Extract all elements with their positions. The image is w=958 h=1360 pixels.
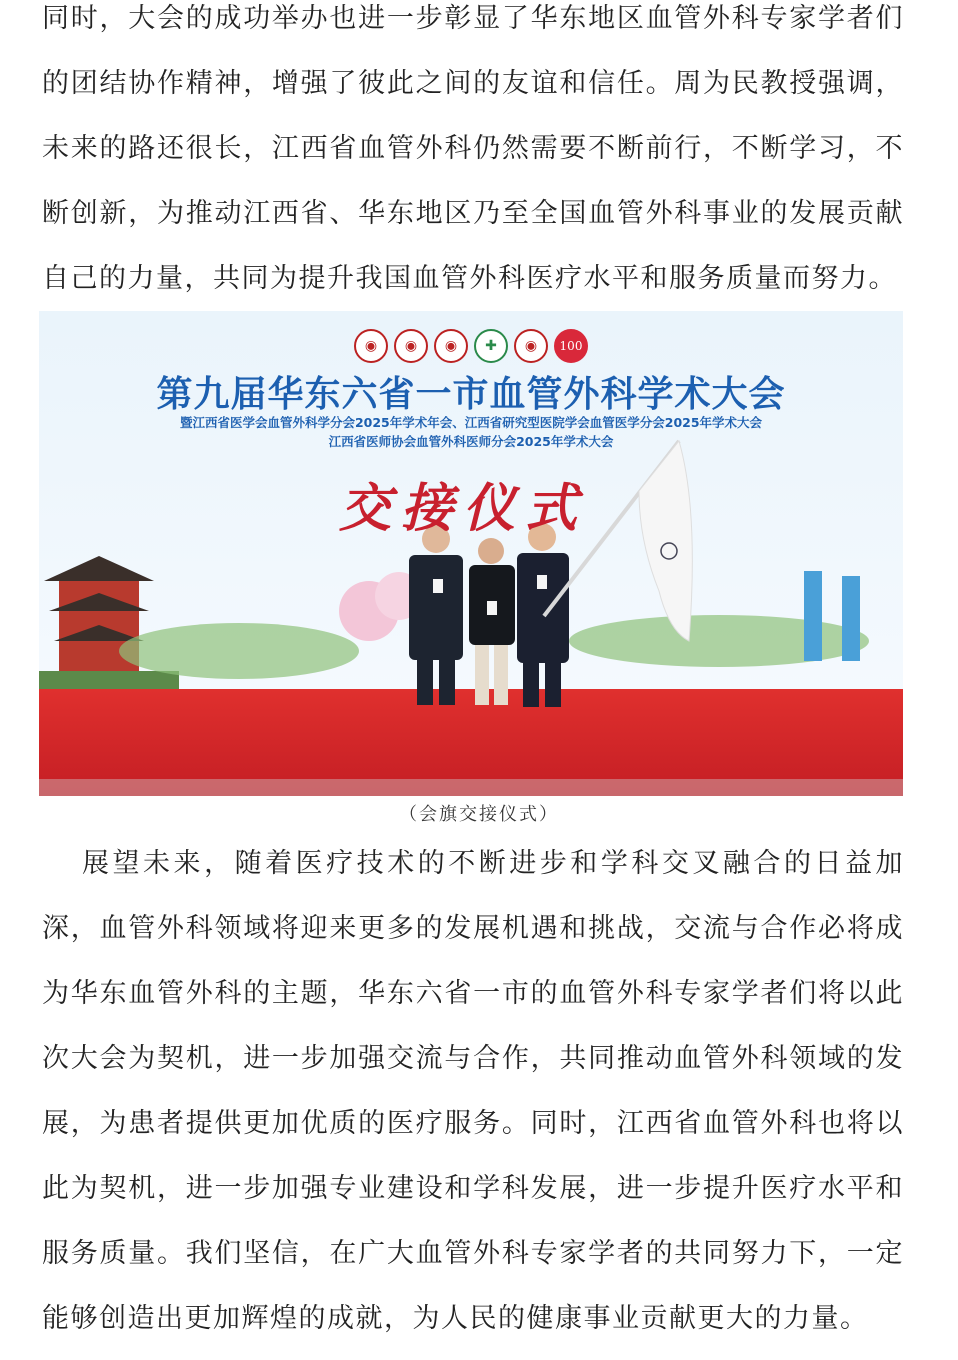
sponsor-logos <box>39 329 903 363</box>
logo-emblem-1-icon: ◉ <box>354 329 388 363</box>
banner-subtitle-1: 暨江西省医学会血管外科学分会2025年学术年会、江西省研究型医院学会血管医学分会2025年学术大会 <box>179 415 763 430</box>
logo-emblem-3-icon: ◉ <box>434 329 468 363</box>
article-paragraph-1: 同时，大会的成功举办也进一步彰显了华东地区血管外科专家学者们的团结协作精神，增强了彼此之间的友谊和信任。周为民教授强调，未来的路还很长，江西省血管外科仍然需要不断前行，不断学习，不断创新，为推动江西省、华东地区乃至全国血管外科事业的发展贡献自己的力量，共同为提升我国血管外科医疗水平和服务质量而努力。 <box>42 3 904 294</box>
banner-title: 第九届华东六省一市血管外科学术大会 <box>156 374 786 415</box>
ceremony-photo <box>39 311 903 796</box>
article-paragraph-2: 展望未来，随着医疗技术的不断进步和学科交叉融合的日益加深，血管外科领域将迎来更多的发展机遇和挑战，交流与合作必将成为华东血管外科的主题，华东六省一市的血管外科专家学者们将以此次大会为契机，进一步加强交流与合作，共同推动血管外科领域的发展，为患者提供更加优质的医疗服务。同时，江西省血管外科也将以此为契机，进一步加强专业建设和学科发展，进一步提升医疗水平和服务质量。我们坚信，在广大血管外科专家学者的共同努力下，一定能够创造出更加辉煌的成就，为人民的健康事业贡献更大的力量。 <box>42 848 904 1334</box>
banner-subtitle-2: 江西省医师协会血管外科医师分会2025年学术大会 <box>328 434 614 449</box>
ceremony-text: 交接仪式 <box>339 478 588 539</box>
logo-emblem-5-icon: ◉ <box>514 329 548 363</box>
photo-caption: （会旗交接仪式） <box>399 804 559 825</box>
logo-emblem-4-icon: ✚ <box>474 329 508 363</box>
logo-emblem-2-icon: ◉ <box>394 329 428 363</box>
logo-100-icon: 100 <box>554 329 588 363</box>
